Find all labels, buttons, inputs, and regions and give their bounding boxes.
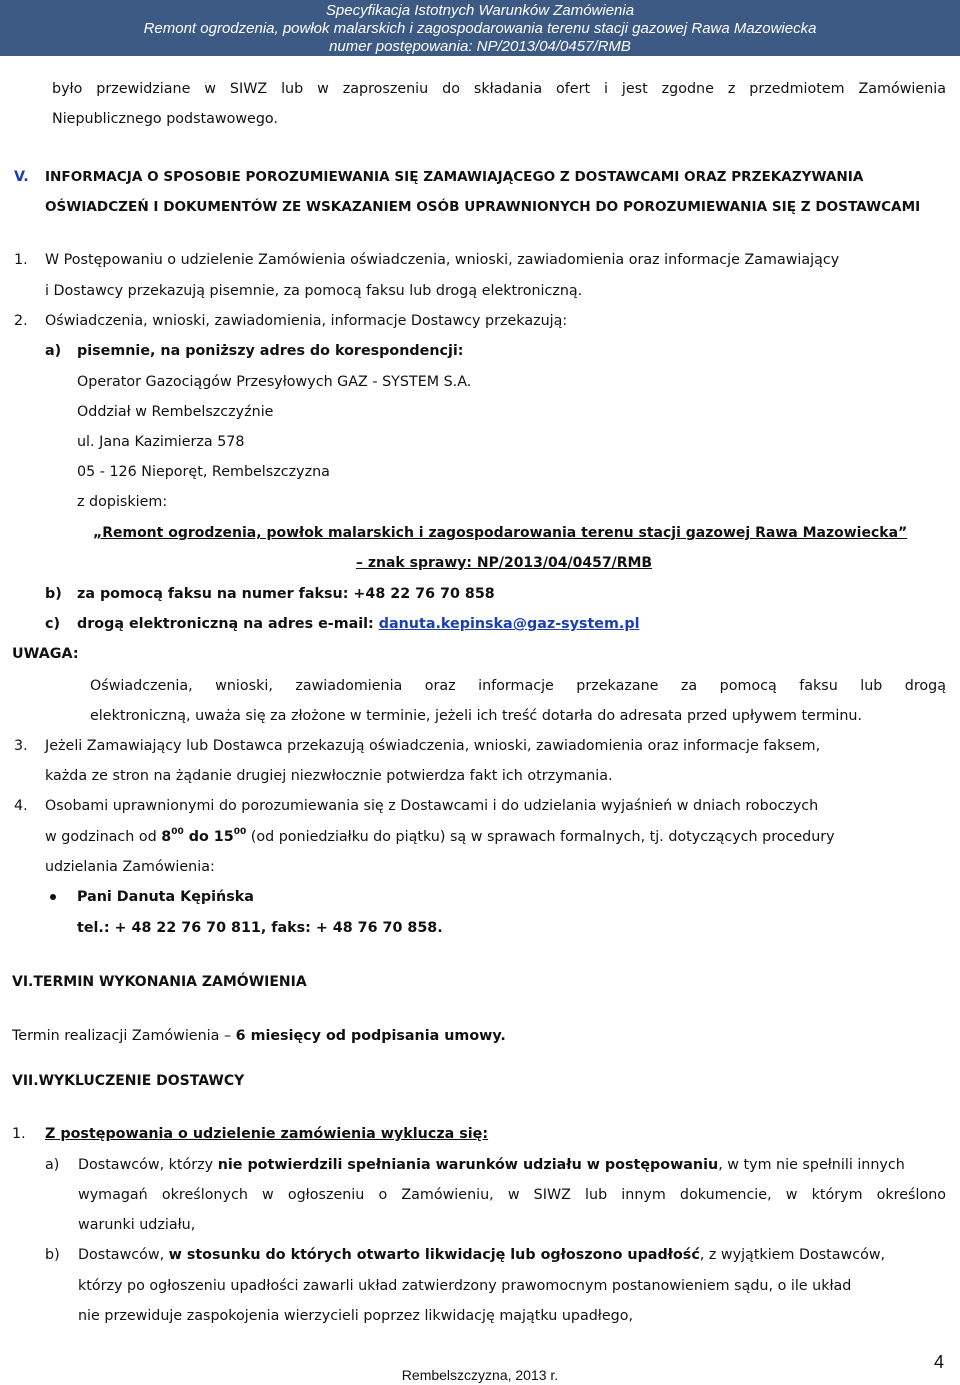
- address-line-4: 05 - 126 Nieporęt, Rembelszczyzna: [77, 464, 330, 480]
- section-5-number: V.: [14, 169, 29, 185]
- address-line-3: ul. Jana Kazimierza 578: [77, 434, 245, 450]
- section-6-text-b: 6 miesięcy od podpisania umowy.: [235, 1028, 506, 1044]
- point-3-line-2: każda ze stron na żądanie drugiej niezwłocznie potwierdza fakt ich otrzymania.: [45, 768, 613, 784]
- item-b-label: b): [45, 586, 62, 602]
- item-b-text: za pomocą faksu na numer faksu: +48 22 76 70 858: [77, 586, 495, 602]
- point-3-line-1: Jeżeli Zamawiający lub Dostawca przekazują oświadczenia, wnioski, zawiadomienia oraz informacje faksem,: [45, 738, 821, 754]
- uwaga-line-1: [90, 676, 946, 696]
- email-link[interactable]: danuta.kepinska@gaz-system.pl: [378, 616, 640, 632]
- exclusion-a-line-2: [78, 1185, 946, 1205]
- exclusion-b-label: b): [45, 1247, 60, 1263]
- intro-line-2: Niepublicznego podstawowego.: [52, 111, 278, 127]
- contact-name: Pani Danuta Kępińska: [77, 889, 254, 905]
- exclusion-a-text-b: nie potwierdzili spełniania warunków udziału w postępowaniu: [217, 1157, 719, 1173]
- exclusion-a-text-2: wymagań określonych w ogłoszeniu o Zamówieniu, w SIWZ lub innym dokumencie, w którym określono: [78, 1187, 946, 1203]
- intro-text-1: było przewidziane w SIWZ lub w zaproszeniu do składania ofert i jest zgodne z przedmiotem Zamówienia: [52, 81, 946, 97]
- header-title: Specyfikacja Istotnych Warunków Zamówienia: [325, 2, 635, 19]
- uwaga-text-1: Oświadczenia, wnioski, zawiadomienia oraz informacje przekazane za pomocą faksu lub drogą: [90, 678, 946, 694]
- exclusion-a-label: a): [45, 1157, 60, 1173]
- item-c-label: c): [45, 616, 61, 632]
- section-7-point-1-text: Z postępowania o udzielenie zamówienia wyklucza się:: [45, 1126, 489, 1142]
- exclusion-a-text-a: Dostawców, którzy: [78, 1157, 218, 1173]
- uwaga-line-2: elektroniczną, uważa się za złożone w terminie, jeżeli ich treść dotarła do adresata przed upływem terminu.: [90, 708, 863, 724]
- exclusion-b-line-1: [78, 1245, 885, 1265]
- exclusion-a-text-c: , w tym nie spełnili innych: [718, 1157, 905, 1173]
- hour-start-minutes: 00: [171, 827, 184, 838]
- hour-end-minutes: 00: [233, 827, 247, 838]
- contact-phone: tel.: + 48 22 76 70 811, faks: + 48 76 70 858.: [77, 920, 443, 936]
- point-4-line-2: [45, 827, 835, 847]
- remark-line-2: – znak sprawy: NP/2013/04/0457/RMB: [356, 555, 653, 571]
- point-4-line-3: udzielania Zamówienia:: [45, 859, 215, 875]
- header-subject: Remont ogrodzenia, powłok malarskich i zagospodarowania terenu stacji gazowej Rawa Mazowiecka: [143, 20, 817, 37]
- section-7-point-1-number: 1.: [12, 1126, 26, 1142]
- exclusion-b-text-c: , z wyjątkiem Dostawców,: [699, 1247, 886, 1263]
- point-1-number: 1.: [14, 252, 28, 268]
- point-2-line-1: Oświadczenia, wnioski, zawiadomienia, informacje Dostawcy przekazują:: [45, 313, 568, 329]
- item-a-text: pisemnie, na poniższy adres do korespondencji:: [77, 343, 464, 359]
- footer-place-date: Rembelszczyzna, 2013 r.: [401, 1367, 559, 1383]
- section-5-title-line-1: INFORMACJA O SPOSOBIE POROZUMIEWANIA SIĘ ZAMAWIAJĄCEGO Z DOSTAWCAMI ORAZ PRZEKAZYWANIA: [45, 169, 864, 185]
- point-4-number: 4.: [14, 798, 28, 814]
- hour-start: 8: [161, 829, 172, 845]
- item-a-label: a): [45, 343, 62, 359]
- item-c-text: drogą elektroniczną na adres e-mail:: [77, 616, 379, 632]
- section-5-title-line-2: OŚWIADCZEŃ I DOKUMENTÓW ZE WSKAZANIEM OSÓB UPRAWNIONYCH DO POROZUMIEWANIA SIĘ Z DOSTAWCAMI: [45, 199, 921, 215]
- address-line-5: z dopiskiem:: [77, 494, 168, 510]
- point-2-number: 2.: [14, 313, 28, 329]
- hours-prefix: w godzinach od: [45, 829, 162, 845]
- point-4-line-1: Osobami uprawnionymi do porozumiewania się z Dostawcami i do udzielania wyjaśnień w dniach roboczych: [45, 798, 819, 814]
- hour-end: do 15: [183, 829, 234, 845]
- point-3-number: 3.: [14, 738, 28, 754]
- uwaga-label: UWAGA:: [12, 646, 79, 662]
- header-case-number: numer postępowania: NP/2013/04/0457/RMB: [329, 38, 631, 55]
- section-7-title: VII.WYKLUCZENIE DOSTAWCY: [12, 1073, 245, 1089]
- section-6-text-a: Termin realizacji Zamówienia –: [12, 1028, 236, 1044]
- intro-line-1: [52, 79, 946, 99]
- address-line-1: Operator Gazociągów Przesyłowych GAZ - SYSTEM S.A.: [77, 374, 472, 390]
- exclusion-b-text-a: Dostawców,: [78, 1247, 169, 1263]
- section-6-title: VI.TERMIN WYKONANIA ZAMÓWIENIA: [12, 974, 307, 990]
- hours-suffix: (od poniedziałku do piątku) są w sprawach formalnych, tj. dotyczących procedury: [246, 829, 835, 845]
- page-number: 4: [934, 1352, 945, 1372]
- point-1-line-2: i Dostawcy przekazują pisemnie, za pomocą faksu lub drogą elektroniczną.: [45, 283, 583, 299]
- item-c-line: [77, 614, 639, 634]
- exclusion-a-line-1: [78, 1155, 905, 1175]
- exclusion-a-line-3: warunki udziału,: [78, 1217, 196, 1233]
- address-line-2: Oddział w Rembelszczyźnie: [77, 404, 274, 420]
- bullet-icon: [50, 894, 56, 900]
- section-6-text: [12, 1026, 506, 1046]
- remark-line-1: „Remont ogrodzenia, powłok malarskich i zagospodarowania terenu stacji gazowej Rawa Mazowiecka”: [93, 525, 908, 541]
- exclusion-b-line-3: nie przewiduje zaspokojenia wierzycieli poprzez likwidację majątku upadłego,: [78, 1308, 634, 1324]
- point-1-line-1: W Postępowaniu o udzielenie Zamówienia oświadczenia, wnioski, zawiadomienia oraz informacje Zamawiający: [45, 252, 840, 268]
- page-header: [0, 0, 960, 56]
- exclusion-b-line-2: którzy po ogłoszeniu upadłości zawarli układ zatwierdzony prawomocnym postanowieniem sądu, o ile układ: [78, 1278, 852, 1294]
- exclusion-b-text-b: w stosunku do których otwarto likwidację lub ogłoszono upadłość: [168, 1247, 700, 1263]
